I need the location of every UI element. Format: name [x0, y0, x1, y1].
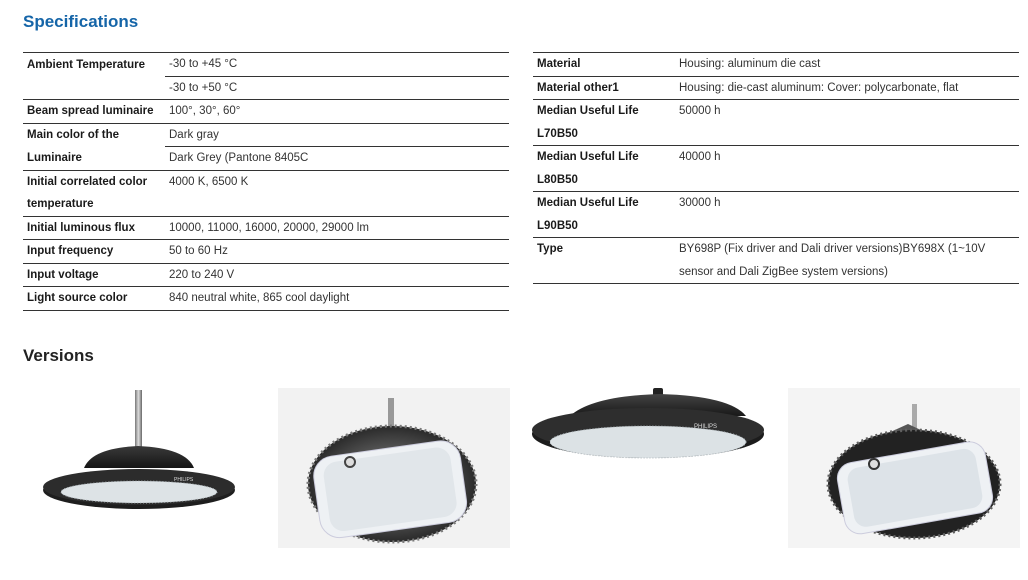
brand-logo: PHILIPS	[694, 424, 718, 430]
version-image-4[interactable]	[788, 388, 1020, 548]
spec-label: Initial correlated color	[27, 175, 148, 188]
spec-label: L90B50	[533, 215, 675, 238]
specifications-table-left	[23, 52, 509, 311]
spec-label: Input voltage	[23, 263, 165, 287]
spec-value: 10000, 11000, 16000, 20000, 29000 lm	[165, 216, 509, 240]
spec-label: Luminaire	[23, 147, 165, 171]
spec-row	[533, 76, 1019, 100]
spec-value: Housing: die-cast aluminum: Cover: polycarbonate, flat	[675, 76, 1019, 100]
version-image-2[interactable]	[278, 388, 510, 548]
spec-value: -30 to +50 °C	[165, 76, 509, 100]
spec-label: Median Useful Life	[537, 151, 639, 164]
spec-label: Light source color	[23, 287, 165, 311]
versions-heading: Versions	[23, 346, 94, 365]
spec-label: Median Useful Life	[537, 197, 639, 210]
spec-value: -30 to +45 °C	[165, 53, 509, 77]
spec-row	[23, 147, 509, 171]
spec-label	[533, 261, 675, 284]
spec-label: Input frequency	[23, 240, 165, 264]
luminaire-square-bottom-image	[278, 388, 510, 548]
spec-row	[23, 193, 509, 216]
luminaire-round-side-image	[22, 388, 254, 548]
spec-label: Ambient Temperature	[27, 58, 146, 71]
spec-value: 40000 h	[679, 151, 721, 164]
spec-row	[23, 100, 509, 124]
version-image-3[interactable]	[532, 388, 764, 548]
spec-label: Initial luminous flux	[23, 216, 165, 240]
spec-label: Type	[537, 243, 563, 256]
spec-row	[533, 215, 1019, 238]
spec-value	[675, 169, 1019, 192]
spec-row	[23, 216, 509, 240]
spec-value: 50000 h	[679, 105, 721, 118]
spec-row	[533, 100, 1019, 123]
spec-label	[23, 76, 165, 100]
spec-label: Material	[533, 53, 675, 77]
spec-label: Beam spread luminaire	[23, 100, 165, 124]
spec-value: Dark gray	[165, 123, 509, 147]
brand-logo: PHILIPS	[174, 477, 194, 483]
spec-row	[23, 287, 509, 311]
spec-value: Dark Grey (Pantone 8405C	[165, 147, 509, 171]
spec-value: 840 neutral white, 865 cool daylight	[165, 287, 509, 311]
spec-row	[533, 238, 1019, 261]
spec-row	[533, 123, 1019, 146]
spec-label: Main color of the	[27, 129, 119, 141]
spec-value: 50 to 60 Hz	[165, 240, 509, 264]
spec-value: Housing: aluminum die cast	[675, 53, 1019, 77]
spec-label: Median Useful Life	[537, 105, 639, 118]
specifications-table-right	[533, 52, 1019, 284]
spec-row	[533, 192, 1019, 215]
spec-label: L80B50	[533, 169, 675, 192]
spec-value: BY698P (Fix driver and Dali driver versions)BY698X (1~10V	[679, 243, 986, 256]
spec-label: temperature	[23, 193, 165, 216]
spec-row	[23, 263, 509, 287]
spec-row	[533, 169, 1019, 192]
spec-value: 100°, 30°, 60°	[165, 100, 509, 124]
spec-value: sensor and Dali ZigBee system versions)	[675, 261, 1019, 284]
spec-row	[533, 53, 1019, 77]
spec-row	[533, 261, 1019, 284]
spec-value: 4000 K, 6500 K	[169, 175, 249, 188]
specifications-heading: Specifications	[23, 12, 139, 31]
spec-value	[165, 193, 509, 216]
spec-row	[23, 76, 509, 100]
luminaire-round-wide-image	[532, 388, 764, 548]
spec-row	[533, 146, 1019, 169]
spec-row	[23, 123, 509, 147]
spec-value: 30000 h	[679, 197, 721, 210]
spec-row	[23, 53, 509, 77]
spec-label: Material other1	[533, 76, 675, 100]
spec-value	[675, 123, 1019, 146]
luminaire-square-sensor-image	[788, 388, 1020, 548]
version-image-1[interactable]	[22, 388, 254, 548]
spec-row	[23, 170, 509, 193]
spec-label: L70B50	[533, 123, 675, 146]
spec-value: 220 to 240 V	[165, 263, 509, 287]
spec-row	[23, 240, 509, 264]
spec-value	[675, 215, 1019, 238]
